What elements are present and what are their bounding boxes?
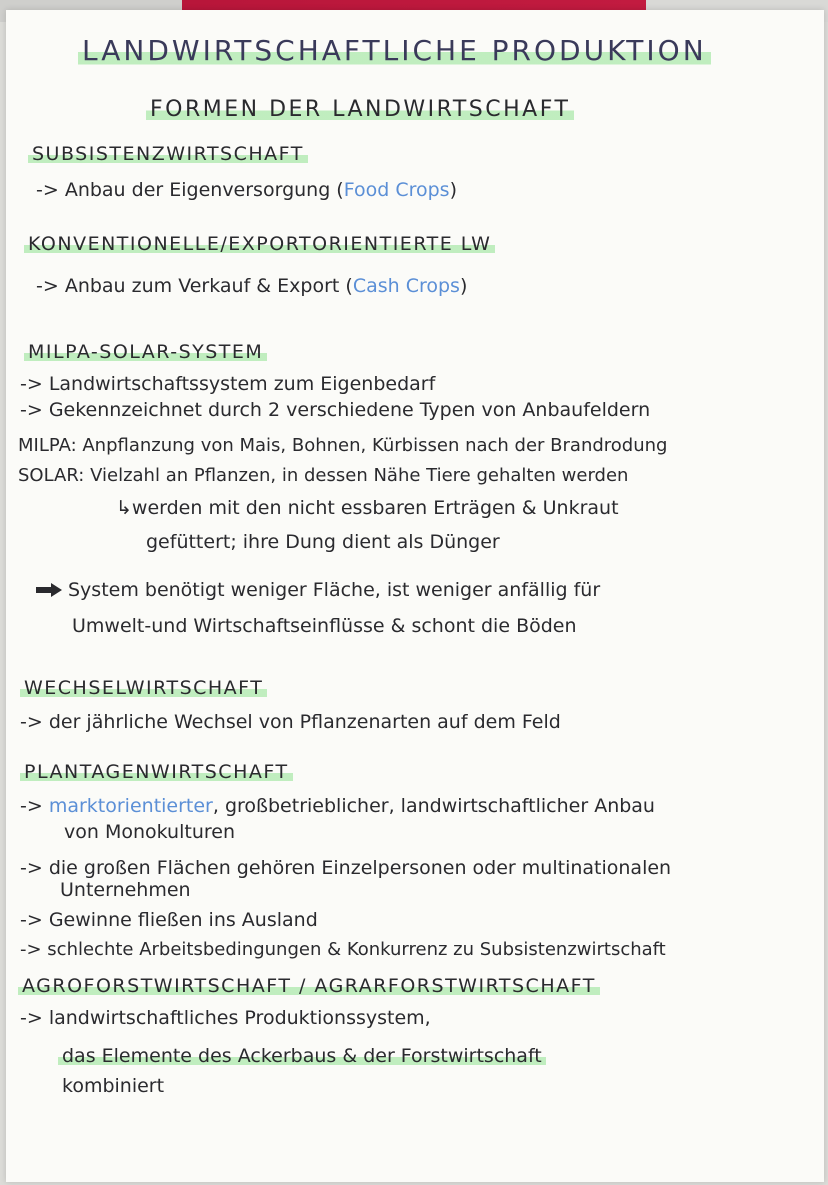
- section-heading-plantage: PLANTAGENWIRTSCHAFT: [20, 760, 293, 784]
- section-heading-agroforst: AGROFORSTWIRTSCHAFT / AGRARFORSTWIRTSCHAFT: [18, 974, 600, 998]
- milpa-conclusion-2: Umwelt-und Wirtschaftseinflüsse & schont die Böden: [72, 615, 577, 637]
- konventionell-line-1: -> Anbau zum Verkauf & Export (Cash Crops): [36, 275, 468, 297]
- milpa-conclusion-1: System benötigt weniger Fläche, ist weniger anfällig für: [36, 578, 600, 602]
- notebook-page: [6, 10, 824, 1182]
- plantage-line-4: Unternehmen: [60, 879, 191, 901]
- section-heading-konventionell: KONVENTIONELLE/EXPORTORIENTIERTE LW: [24, 232, 495, 256]
- milpa-line-3: MILPA: Anpflanzung von Mais, Bohnen, Kürbissen nach der Brandrodung: [18, 435, 668, 456]
- plantage-line-1: -> marktorientierter, großbetrieblicher, landwirtschaftlicher Anbau: [20, 795, 655, 817]
- milpa-line-6: gefüttert; ihre Dung dient als Dünger: [146, 531, 500, 553]
- plantage-line-2: von Monokulturen: [64, 821, 235, 843]
- milpa-line-5: ↳werden mit den nicht essbaren Erträgen & Unkraut: [116, 497, 619, 519]
- arrow-right-icon: [36, 583, 62, 597]
- subsistenz-line-1: -> Anbau der Eigenversorgung (Food Crops): [36, 179, 458, 201]
- section-heading-milpa: MILPA-SOLAR-SYSTEM: [24, 340, 267, 364]
- milpa-line-2: -> Gekennzeichnet durch 2 verschiedene Typen von Anbaufeldern: [20, 399, 651, 421]
- agroforst-line-3: kombiniert: [62, 1075, 165, 1097]
- wechsel-line-1: -> der jährliche Wechsel von Pflanzenarten auf dem Feld: [20, 711, 561, 733]
- section-heading-subsistenz: SUBSISTENZWIRTSCHAFT: [28, 142, 308, 166]
- page-subtitle: FORMEN DER LANDWIRTSCHAFT: [146, 98, 574, 122]
- agroforst-line-1: -> landwirtschaftliches Produktionssystem,: [20, 1007, 431, 1029]
- plantage-line-5: -> Gewinne fließen ins Ausland: [20, 909, 318, 931]
- plantage-line-6: -> schlechte Arbeitsbedingungen & Konkurrenz zu Subsistenzwirtschaft: [20, 939, 666, 960]
- section-heading-wechsel: WECHSELWIRTSCHAFT: [20, 676, 267, 700]
- plantage-line-3: -> die großen Flächen gehören Einzelpersonen oder multinationalen: [20, 857, 672, 879]
- page-title: LANDWIRTSCHAFTLICHE PRODUKTION: [78, 34, 711, 68]
- milpa-line-4: SOLAR: Vielzahl an Pflanzen, in dessen Nähe Tiere gehalten werden: [18, 465, 629, 486]
- agroforst-line-2: das Elemente des Ackerbaus & der Forstwirtschaft: [58, 1044, 546, 1068]
- milpa-line-1: -> Landwirtschaftssystem zum Eigenbedarf: [20, 373, 436, 395]
